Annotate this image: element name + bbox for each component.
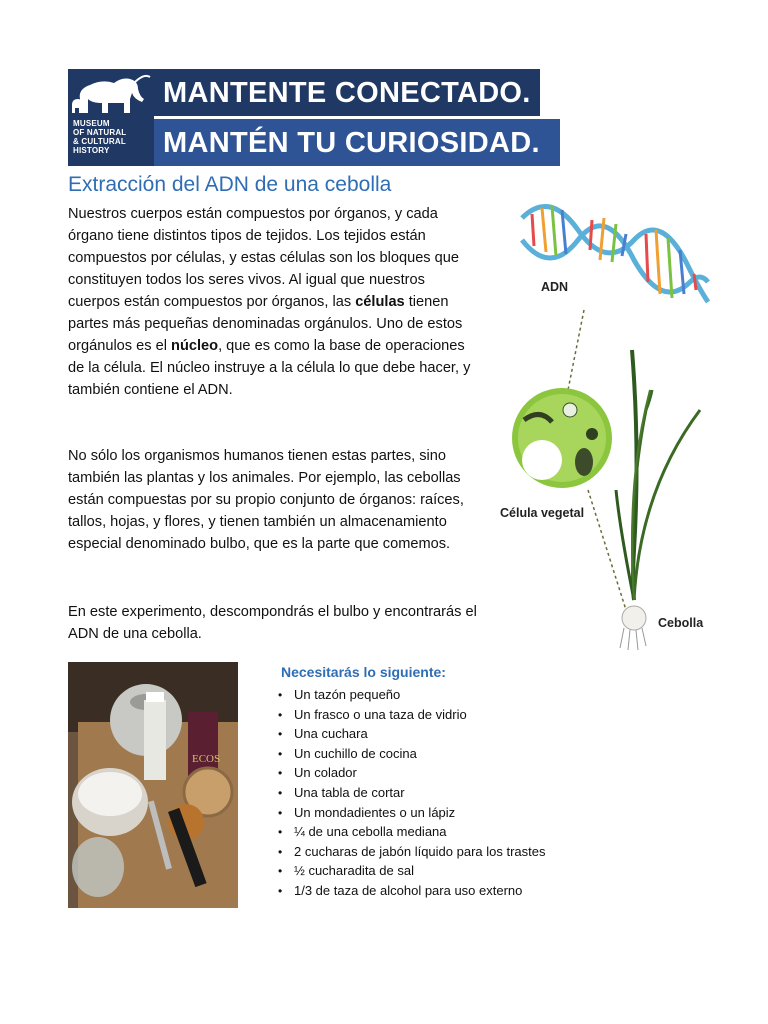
material-name: Un frasco o una taza de vidrio: [294, 706, 467, 722]
bullet: •: [278, 864, 283, 879]
museum-logo: [68, 69, 154, 166]
materials-photo: [68, 662, 238, 908]
dna-label: ADN: [541, 280, 569, 294]
list-item: [278, 822, 546, 842]
logo-text: [73, 119, 133, 155]
paragraph-segment: , que es como la base de operaciones de la célula. El núcleo instruye a la célula lo que debe hacer, y también contiene el ADN.: [68, 338, 471, 398]
material-name: Una tabla de cortar: [294, 784, 405, 800]
material-name: 1/3 de taza de alcohol para uso externo: [294, 882, 523, 898]
list-item: [278, 783, 546, 803]
list-item: [278, 861, 546, 881]
emphasis-cells: células: [355, 294, 405, 310]
paragraph-segment: tienen partes más pequeñas denominadas orgánulos. Uno de estos orgánulos es el: [68, 294, 463, 354]
onion-label: Cebolla: [658, 616, 704, 630]
bullet: •: [278, 688, 283, 702]
paragraph-segment: Nuestros cuerpos están compuestos por órganos, y cada órgano tiene distintos tipos de tejidos. Los tejidos están compuestos por células, y estas células son los bloques que constituyen todos los seres vivos. Al igual que nuestros cuerpos están compuestos por órganos, las: [68, 206, 460, 310]
list-item: [278, 803, 546, 823]
material-name: Un tazón pequeño: [294, 687, 401, 702]
dna-illustration: [500, 190, 740, 660]
material-name: Un mondadientes o un lápiz: [294, 804, 456, 820]
svg-text:ECOS: ECOS: [192, 753, 221, 765]
elephant-icon: [68, 69, 154, 117]
dna-cell-onion-figure: [500, 190, 740, 660]
list-item: [278, 744, 546, 764]
bullet: •: [278, 785, 283, 800]
material-name: 2 cucharas de jabón líquido para los trastes: [294, 843, 546, 859]
material-name: Un cuchillo de cocina: [294, 745, 417, 761]
bullet: •: [278, 766, 283, 781]
list-item: [278, 724, 546, 744]
article-title: Extracción del ADN de una cebolla: [68, 173, 392, 196]
intro-paragraph: [68, 203, 480, 401]
bullet: •: [278, 883, 283, 898]
bullet: •: [278, 727, 283, 742]
kitchen-items-image: [68, 662, 238, 908]
bullet: •: [278, 707, 283, 722]
logo-line: HISTORY: [73, 146, 110, 155]
list-item: [278, 705, 546, 725]
logo-line: & CULTURAL: [73, 137, 126, 146]
emphasis-nucleus: núcleo: [171, 338, 219, 354]
list-item: [278, 685, 546, 705]
experiment-paragraph: En este experimento, descompondrás el bulbo y encontrarás el ADN de una cebolla.: [68, 604, 477, 642]
logo-line: OF NATURAL: [73, 128, 127, 137]
banner-headline-2: MANTÉN TU CURIOSIDAD.: [163, 127, 540, 159]
bullet: •: [278, 825, 283, 840]
materials-title: Necesitarás lo siguiente:: [281, 664, 446, 680]
materials-list: [278, 685, 546, 901]
organisms-paragraph: No sólo los organismos humanos tienen estas partes, sino también las plantas y los animales. Por ejemplo, las cebollas están compuestas por su propio conjunto de órganos: raíces, tallos, hojas, y flores, y tienen también un almacenamiento especial denominado bulbo, que es la parte que comemos.: [68, 448, 464, 552]
list-item: [278, 842, 546, 862]
material-name: Una cuchara: [294, 726, 368, 742]
bullet: •: [278, 844, 283, 859]
logo-line: MUSEUM: [73, 119, 110, 128]
banner-headline-1: MANTENTE CONECTADO.: [163, 77, 531, 109]
material-name: ½ cucharadita de sal: [294, 863, 414, 879]
material-name: Un colador: [294, 765, 357, 781]
material-name: ¼ de una cebolla mediana: [294, 824, 447, 840]
bullet: •: [278, 805, 283, 820]
list-item: [278, 763, 546, 783]
plant-cell-label: Célula vegetal: [500, 506, 585, 520]
header-banner: [68, 69, 560, 166]
list-item: [278, 881, 546, 901]
bullet: •: [278, 746, 283, 761]
